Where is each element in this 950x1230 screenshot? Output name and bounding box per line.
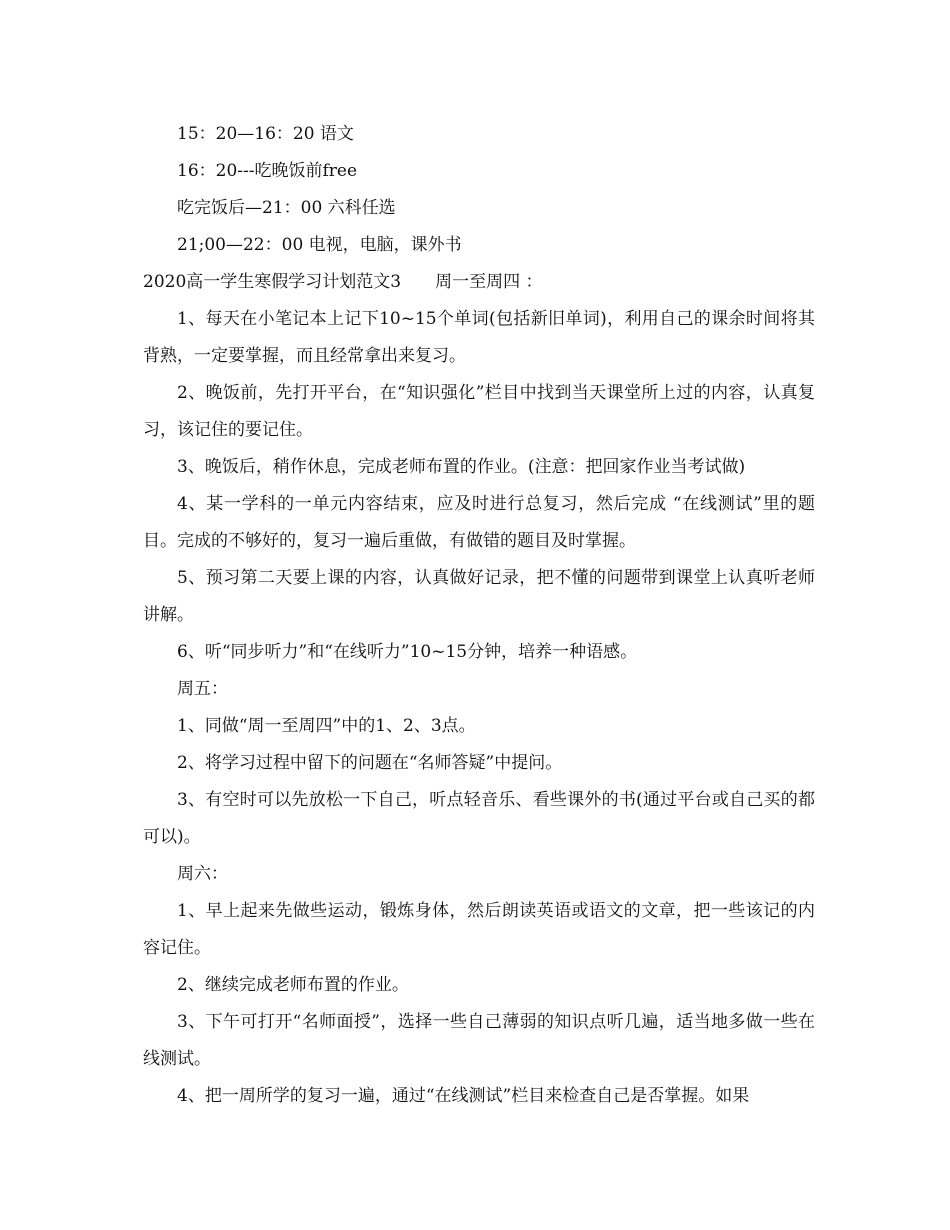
schedule-line: 21;00—22：00 电视，电脑，课外书 [177,235,462,255]
schedule-line: 15：20—16：20 语文 [177,124,354,144]
weekday-item: 3、晚饭后，稍作休息，完成老师布置的作业。(注意：把回家作业当考试做) [177,457,746,477]
document-body [143,116,815,1115]
friday-item: 1、同做“周一至周四”中的1、2、3点。 [177,716,476,736]
saturday-item: 1、早上起来先做些运动，锻炼身体，然后朗读英语或语文的文章，把一些该记的内容记住。 [143,901,815,958]
schedule-line: 16：20---吃晚饭前free [177,161,358,181]
saturday-heading: 周六： [177,864,228,884]
saturday-item: 3、下午可打开“名师面授”，选择一些自己薄弱的知识点听几遍，适当地多做一些在线测试。 [143,1012,815,1069]
schedule-line: 吃完饭后—21：00 六科任选 [177,198,396,218]
section-title: 2020高一学生寒假学习计划范文3 [143,272,402,292]
weekday-item: 5、预习第二天要上课的内容，认真做好记录，把不懂的问题带到课堂上认真听老师讲解。 [143,568,815,625]
weekday-item: 1、每天在小笔记本上记下10~15个单词(包括新旧单词)，利用自己的课余时间将其背熟，一定要掌握，而且经常拿出来复习。 [143,309,815,366]
weekday-item: 2、晚饭前，先打开平台，在“知识强化”栏目中找到当天课堂所上过的内容，认真复习，该记住的要记住。 [143,383,815,440]
weekday-item: 6、听“同步听力”和“在线听力”10~15分钟，培养一种语感。 [177,642,638,662]
friday-item: 3、有空时可以先放松一下自己，听点轻音乐、看些课外的书(通过平台或自己买的都可以)。 [143,790,815,847]
saturday-item: 4、把一周所学的复习一遍，通过“在线测试”栏目来检查自己是否掌握。如果 [177,1086,750,1106]
friday-heading: 周五： [177,679,228,699]
section-subtitle: 周一至周四 ： [435,272,543,292]
section-heading [143,264,815,301]
saturday-item: 2、继续完成老师布置的作业。 [177,975,409,995]
weekday-item: 4、某一学科的一单元内容结束，应及时进行总复习，然后完成 “在线测试”里的题目。完成的不够好的，复习一遍后重做，有做错的题目及时掌握。 [143,494,815,551]
friday-item: 2、将学习过程中留下的问题在“名师答疑”中提问。 [177,753,563,773]
